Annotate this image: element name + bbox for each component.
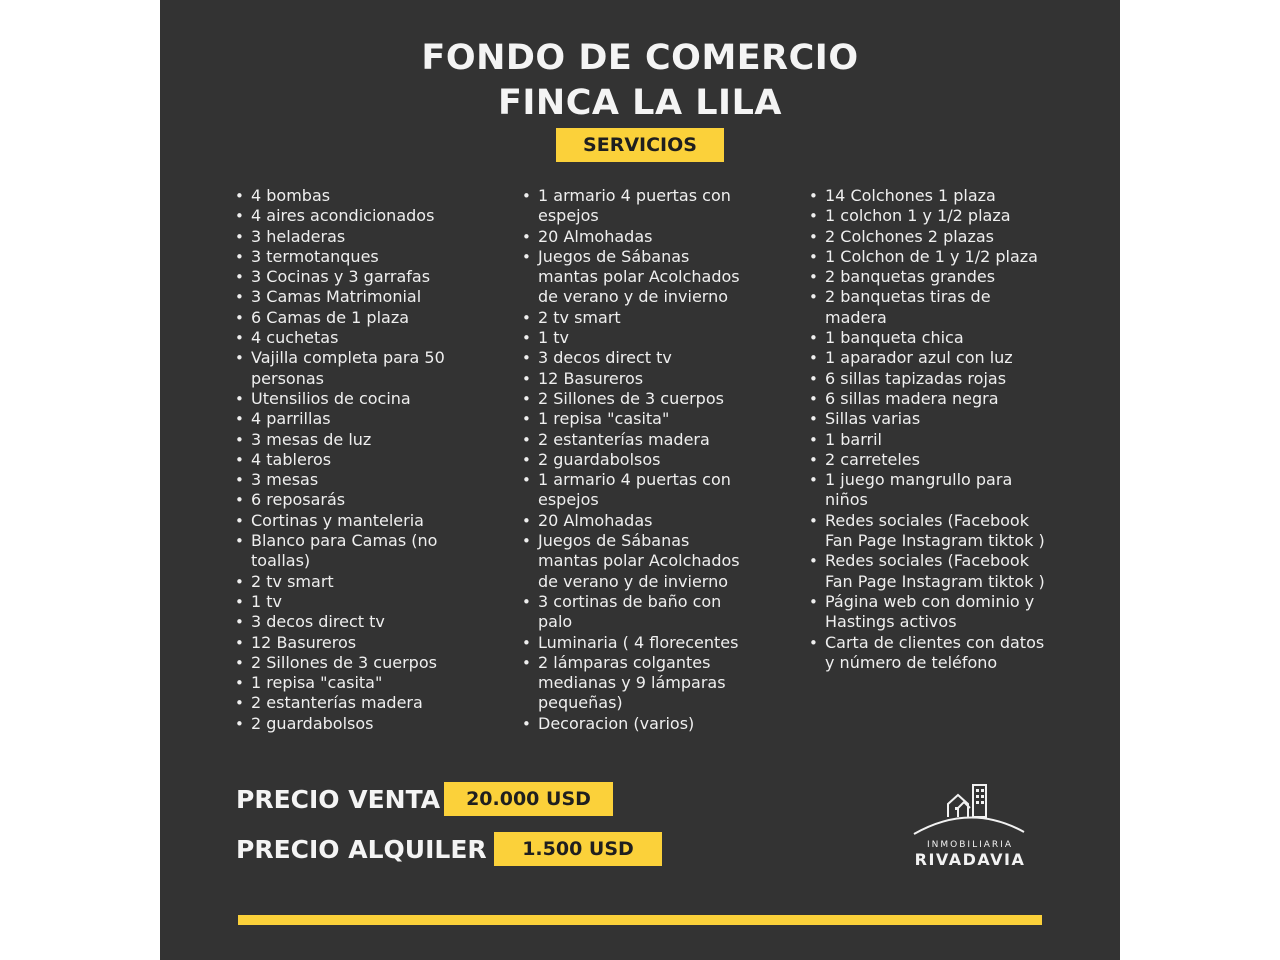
items-column-2 <box>522 186 752 734</box>
list-item: • 1 repisa "casita" <box>522 409 752 429</box>
list-item: • 1 aparador azul con luz <box>809 348 1049 368</box>
list-item: • Cortinas y manteleria <box>235 511 475 531</box>
list-item: • 2 lámparas colgantes medianas y 9 lámparas pequeñas) <box>522 653 752 714</box>
list-item: • Luminaria ( 4 florecentes <box>522 633 752 653</box>
page-title <box>160 36 1120 126</box>
price-sale-value: 20.000 USD <box>444 782 613 816</box>
items-column-3 <box>809 186 1049 673</box>
list-item: • Juegos de Sábanas mantas polar Acolchados de verano y de invierno <box>522 247 752 308</box>
list-item: • 2 carreteles <box>809 450 1049 470</box>
title-line-1: FONDO DE COMERCIO <box>421 38 859 78</box>
list-item: • 4 bombas <box>235 186 475 206</box>
list-item: • 2 guardabolsos <box>235 714 475 734</box>
list-item: • Blanco para Camas (no toallas) <box>235 531 475 572</box>
price-rent-label: PRECIO ALQUILER <box>236 834 487 864</box>
list-item: • Decoracion (varios) <box>522 714 752 734</box>
list-item: • 3 Camas Matrimonial <box>235 287 475 307</box>
list-item: • 3 decos direct tv <box>522 348 752 368</box>
logo-bottom-text: RIVADAVIA <box>914 850 1026 869</box>
list-item: • 4 parrillas <box>235 409 475 429</box>
list-item: • 1 banqueta chica <box>809 328 1049 348</box>
list-item: • 1 barril <box>809 430 1049 450</box>
list-item: • 2 tv smart <box>522 308 752 328</box>
list-item: • 2 tv smart <box>235 572 475 592</box>
price-rent-row <box>236 832 686 866</box>
list-item: • 1 colchon 1 y 1/2 plaza <box>809 206 1049 226</box>
list-item: • 4 aires acondicionados <box>235 206 475 226</box>
list-item: • 1 armario 4 puertas con espejos <box>522 470 752 511</box>
list-item: • 3 cortinas de baño con palo <box>522 592 752 633</box>
list-item: • 14 Colchones 1 plaza <box>809 186 1049 206</box>
list-item: • Redes sociales (Facebook Fan Page Instagram tiktok ) <box>809 551 1049 592</box>
list-item: • 2 banquetas grandes <box>809 267 1049 287</box>
list-item: • 12 Basureros <box>235 633 475 653</box>
list-item: • 2 estanterías madera <box>522 430 752 450</box>
list-item: • Juegos de Sábanas mantas polar Acolchados de verano y de invierno <box>522 531 752 592</box>
list-item: • Sillas varias <box>809 409 1049 429</box>
list-item: • 6 sillas tapizadas rojas <box>809 369 1049 389</box>
section-badge: SERVICIOS <box>556 128 724 162</box>
list-item: • 3 mesas de luz <box>235 430 475 450</box>
list-item: • 3 termotanques <box>235 247 475 267</box>
list-item: • Utensilios de cocina <box>235 389 475 409</box>
list-item: • 6 Camas de 1 plaza <box>235 308 475 328</box>
list-item: • 20 Almohadas <box>522 511 752 531</box>
list-item: • Vajilla completa para 50 personas <box>235 348 475 389</box>
price-sale-label: PRECIO VENTA <box>236 784 441 814</box>
list-item: • 1 juego mangrullo para niños <box>809 470 1049 511</box>
list-item: • 1 tv <box>235 592 475 612</box>
list-item: • 4 tableros <box>235 450 475 470</box>
house-icon <box>912 780 1028 840</box>
list-item: • 3 Cocinas y 3 garrafas <box>235 267 475 287</box>
title-line-2: FINCA LA LILA <box>498 83 782 123</box>
list-item: • Redes sociales (Facebook Fan Page Instagram tiktok ) <box>809 511 1049 552</box>
list-item: • 12 Basureros <box>522 369 752 389</box>
list-item: • 3 decos direct tv <box>235 612 475 632</box>
list-item: • 2 Colchones 2 plazas <box>809 227 1049 247</box>
list-item: • 2 Sillones de 3 cuerpos <box>522 389 752 409</box>
brand-logo <box>912 780 1028 870</box>
logo-top-text: INMOBILIARIA <box>927 840 1013 850</box>
list-item: • 3 mesas <box>235 470 475 490</box>
list-item: • 2 banquetas tiras de madera <box>809 287 1049 328</box>
list-item: • 2 estanterías madera <box>235 693 475 713</box>
list-item: • 2 Sillones de 3 cuerpos <box>235 653 475 673</box>
list-item: • 2 guardabolsos <box>522 450 752 470</box>
items-column-1 <box>235 186 475 734</box>
list-item: • 6 reposarás <box>235 490 475 510</box>
footer-accent-bar <box>238 915 1042 925</box>
list-item: • Página web con dominio y Hastings activos <box>809 592 1049 633</box>
list-item: • 6 sillas madera negra <box>809 389 1049 409</box>
list-item: • 1 tv <box>522 328 752 348</box>
price-sale-row <box>236 782 636 816</box>
list-item: • Carta de clientes con datos y número de teléfono <box>809 633 1049 674</box>
list-item: • 20 Almohadas <box>522 227 752 247</box>
list-item: • 1 Colchon de 1 y 1/2 plaza <box>809 247 1049 267</box>
list-item: • 1 armario 4 puertas con espejos <box>522 186 752 227</box>
list-item: • 4 cuchetas <box>235 328 475 348</box>
list-item: • 1 repisa "casita" <box>235 673 475 693</box>
list-item: • 3 heladeras <box>235 227 475 247</box>
flyer-card <box>160 0 1120 960</box>
price-rent-value: 1.500 USD <box>494 832 662 866</box>
